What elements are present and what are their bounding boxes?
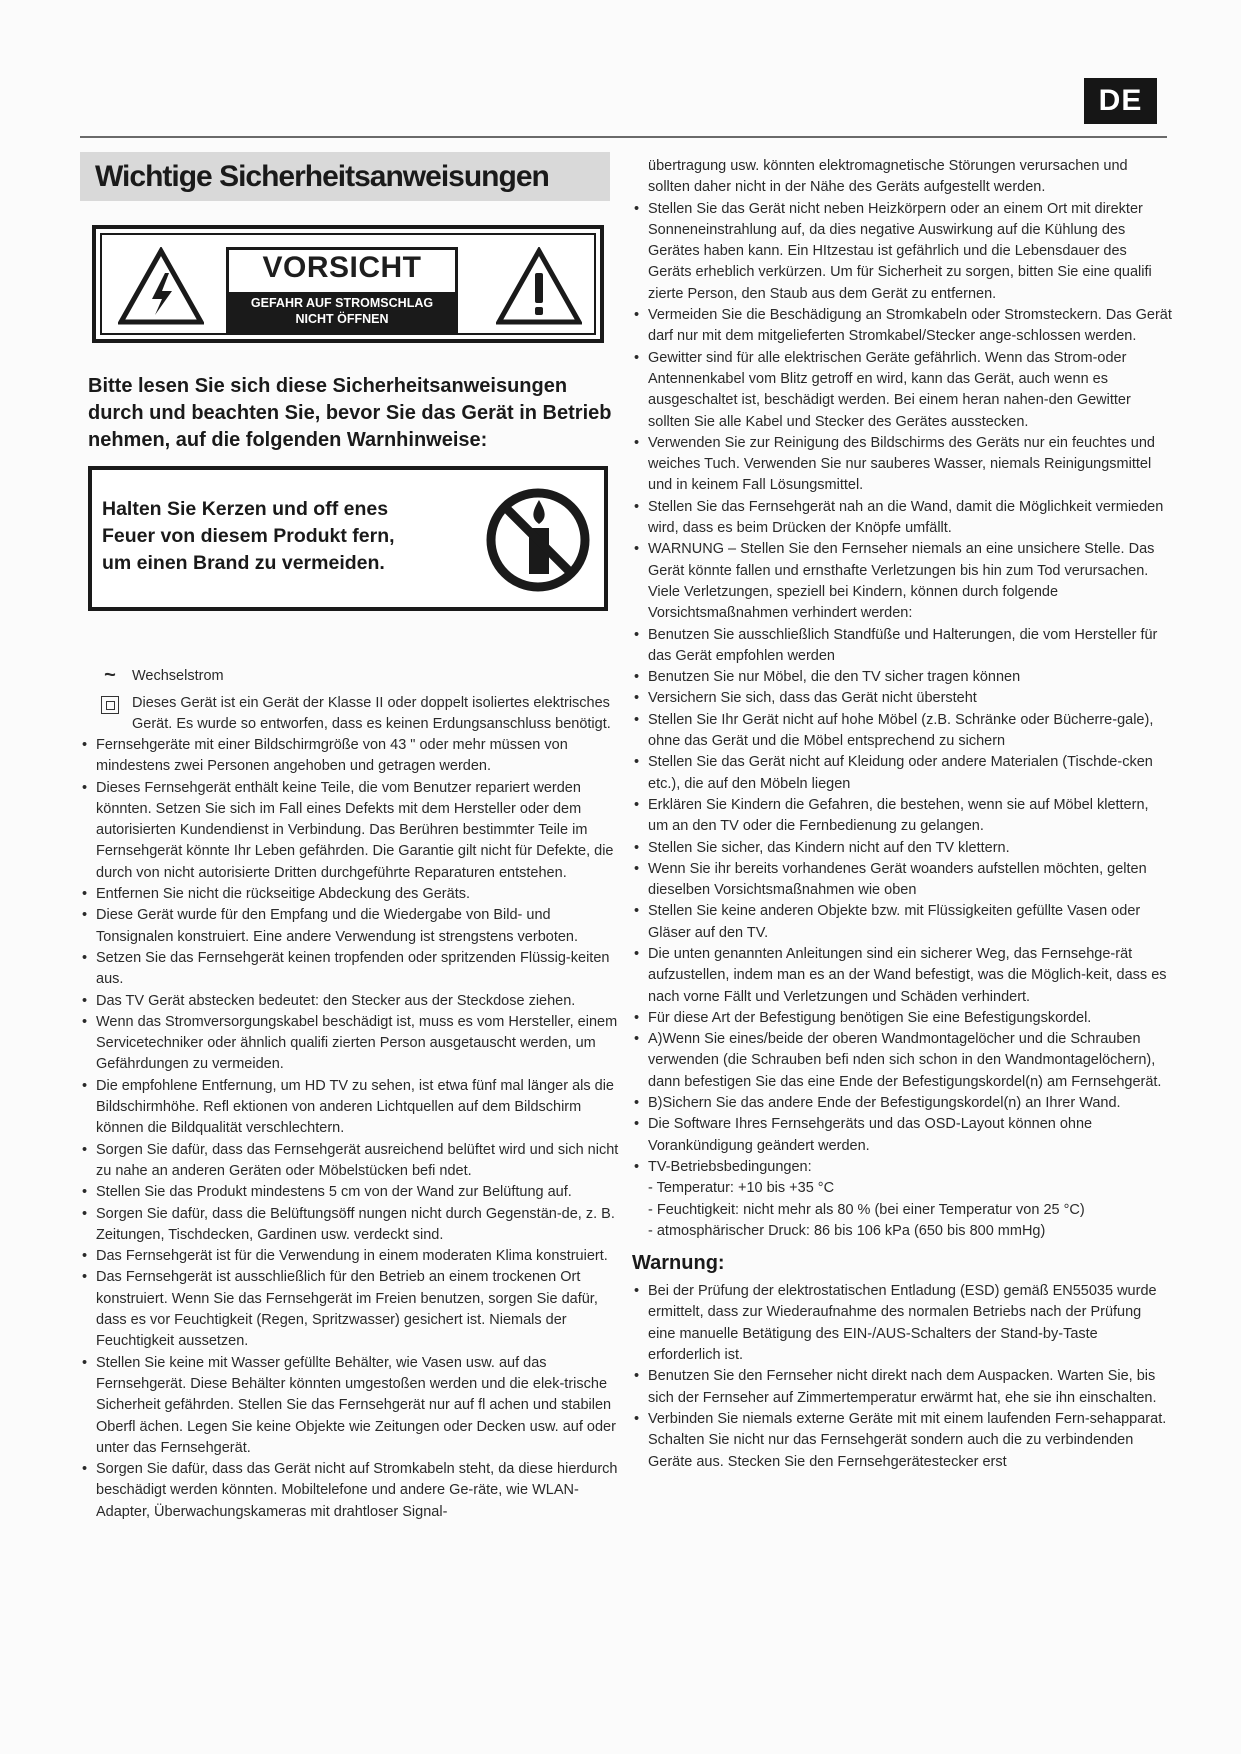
- list-item: • Setzen Sie das Fernsehgerät keinen tropfenden oder spritzenden Flüssig-keiten aus.: [80, 948, 621, 991]
- exclamation-warning-icon: [496, 247, 582, 325]
- condition-pressure: - atmosphärischer Druck: 86 bis 106 kPa (650 bis 800 mmHg): [648, 1222, 1046, 1239]
- caution-label: [92, 225, 604, 343]
- caution-panel: [226, 247, 458, 333]
- candle-warning-line-3: um einen Brand zu vermeiden.: [102, 552, 385, 574]
- list-item: • Sorgen Sie dafür, dass die Belüftungsöff nungen nicht durch Gegenstän-de, z. B. Zeitungen, Tischdecken, Gardinen usw. verdeckt sind.: [80, 1204, 621, 1247]
- list-item: • Vermeiden Sie die Beschädigung an Stromkabeln oder Stromsteckern. Das Gerät darf nur mit dem mitgelieferten Stromkabel/Stecker ange-schlossen werden.: [632, 305, 1172, 348]
- list-item: • B)Sichern Sie das andere Ende der Befestigungskordel(n) an Ihrer Wand.: [632, 1093, 1172, 1114]
- list-item: • Benutzen Sie nur Möbel, die den TV sicher tragen können: [632, 667, 1172, 688]
- list-item: • Das Fernsehgerät ist für die Verwendung in einem moderaten Klima konstruiert.: [80, 1246, 621, 1267]
- list-item: • Die Software Ihres Fernsehgeräts und das OSD-Layout können ohne Vorankündigung geändert werden.: [632, 1114, 1172, 1157]
- condition-humidity: - Feuchtigkeit: nicht mehr als 80 % (bei einer Temperatur von 25 °C): [648, 1201, 1085, 1218]
- list-item: • WARNUNG – Stellen Sie den Fernseher niemals an eine unsichere Stelle. Das Gerät könnte fallen und ernsthafte Verletzungen bis hin zum Tod verursachen. Viele Verletzungen, speziell bei Kindern, können durch folgende Vorsichtsmaßnahmen verhindert werden:: [632, 539, 1172, 624]
- list-item: • A)Wenn Sie eines/beide der oberen Wandmontagelöcher und die Schrauben verwenden (die Schrauben befi nden sich schon in den Wandmontagelöchern), dann befestigen Sie das eine Ende der Befestigungskordel(n) am Fernsehgerät.: [632, 1029, 1172, 1093]
- list-item: • Stellen Sie das Gerät nicht auf Kleidung oder andere Materialen (Tischde-cken etc.), die auf den Möbeln liegen: [632, 752, 1172, 795]
- warning-list: [632, 1281, 1172, 1473]
- list-item: • Stellen Sie das Fernsehgerät nah an die Wand, damit die Möglichkeit vermieden wird, dass es beim Drücken der Knöpfe umfällt.: [632, 497, 1172, 540]
- list-item: • Für diese Art der Befestigung benötigen Sie eine Befestigungskordel.: [632, 1008, 1172, 1029]
- language-badge: DE: [1084, 78, 1157, 124]
- list-item: • Entfernen Sie nicht die rückseitige Abdeckung des Geräts.: [80, 884, 621, 905]
- list-item: • Wenn das Stromversorgungskabel beschädigt ist, muss es vom Hersteller, einem Servicetechniker oder ähnlich qualifi zierten Person ausgetauscht werden, um Gefährdungen zu vermeiden.: [80, 1012, 621, 1076]
- list-item: • Stellen Sie das Gerät nicht neben Heizkörpern oder an einem Ort mit direkter Sonneneinstrahlung auf, da dies negative Auswirkung auf die Kühlung des Gerätes haben kann. Ein HItzestau ist gefährlich und die Lebensdauer des Geräts erheblich verkürzen. Um für Sicherheit zu sorgen, bitten Sie eine qualifi zierte Person, den Staub aus dem Gerät zu entfernen.: [632, 199, 1172, 305]
- page-title: Wichtige Sicherheitsanweisungen: [95, 159, 549, 193]
- list-item: • Diese Gerät wurde für den Empfang und die Wiedergabe von Bild- und Tonsignalen konstruiert. Eine andere Verwendung ist strengstens verboten.: [80, 905, 621, 948]
- header-rule: [80, 136, 1167, 138]
- list-item: • Die empfohlene Entfernung, um HD TV zu sehen, ist etwa fünf mal länger als die Bildschirmhöhe. Refl ektionen von anderen Lichtquellen auf dem Bildschirm können die Bildqualität verschlechtern.: [80, 1076, 621, 1140]
- lead-paragraph: Bitte lesen Sie sich diese Sicherheitsanweisungen durch und beachten Sie, bevor Sie das Gerät in Betrieb nehmen, auf die folgenden Warnhinweise:: [88, 375, 612, 451]
- class2-symbol-text: Dieses Gerät ist ein Gerät der Klasse II oder doppelt isoliertes elektrisches Gerät. Es wurde so entworfen, dass es keinen Erdungsanschluss benötigt.: [132, 695, 611, 732]
- ac-symbol-row: [88, 666, 621, 687]
- candle-warning-text: [102, 496, 395, 577]
- list-item: • Versichern Sie sich, dass das Gerät nicht übersteht: [632, 688, 1172, 709]
- list-item: • Das TV Gerät abstecken bedeutet: den Stecker aus der Steckdose ziehen.: [80, 991, 621, 1012]
- caution-line-1: GEFAHR AUF STROMSCHLAG: [250, 296, 434, 310]
- list-item: • Das Fernsehgerät ist ausschließlich für den Betrieb an einem trockenen Ort konstruiert. Wenn Sie das Fernsehgerät im Freien benutzen, sorgen Sie dafür, dass es vor Feuchtigkeit (Regen, Spritzwasser) gesichert ist. Niemals der Feuchtigkeit aussetzen.: [80, 1267, 621, 1352]
- candle-warning-line-1: Halten Sie Kerzen und off enes: [102, 498, 389, 520]
- continued-paragraph: übertragung usw. könnten elektromagnetische Störungen verursachen und sollten daher nicht in der Nähe des Geräts aufgestellt werden.: [648, 158, 1128, 196]
- electric-shock-warning-icon: [118, 247, 204, 325]
- no-open-flame-icon: [484, 486, 592, 594]
- candle-warning-line-2: Feuer von diesem Produkt fern,: [102, 525, 395, 547]
- list-item: • Benutzen Sie den Fernseher nicht direkt nach dem Auspacken. Warten Sie, bis sich der Fernseher auf Zimmertemperatur erwärmt hat, ehe sie ihn einschalten.: [632, 1366, 1172, 1409]
- list-item: • Benutzen Sie ausschließlich Standfüße und Halterungen, die vom Hersteller für das Gerät empfohlen werden: [632, 625, 1172, 668]
- title-bar: [80, 152, 610, 201]
- left-safety-list: [80, 735, 621, 1523]
- list-item: • Verbinden Sie niemals externe Geräte mit mit einem laufenden Fern-sehapparat. Schalten Sie nicht nur das Fernsehgerät sondern auch die zu verbindenden Geräte aus. Stecken Sie den Fernsehgerätestecker erst: [632, 1409, 1172, 1473]
- caution-heading: VORSICHT: [262, 251, 422, 284]
- list-item: • Erklären Sie Kindern die Gefahren, die bestehen, wenn sie auf Möbel klettern, um an den TV oder die Fernbedienung zu gelangen.: [632, 795, 1172, 838]
- candle-warning-box: [88, 466, 608, 611]
- double-insulation-icon: [101, 696, 119, 714]
- list-item: • Wenn Sie ihr bereits vorhandenes Gerät woanders aufstellen möchten, gelten dieselben Vorsichtsmaßnahmen wie oben: [632, 859, 1172, 902]
- list-item: • Stellen Sie keine anderen Objekte bzw. mit Flüssigkeiten gefüllte Vasen oder Gläser auf den TV.: [632, 901, 1172, 944]
- left-column: [80, 152, 621, 1523]
- right-column: [632, 156, 1172, 1473]
- caution-line-2: NICHT ÖFFNEN: [295, 312, 389, 326]
- alternating-current-icon: ~: [104, 664, 116, 686]
- list-item: • Bei der Prüfung der elektrostatischen Entladung (ESD) gemäß EN55035 wurde ermittelt, dass zur Wiederaufnahme des normalen Betriebs nach der Prüfung eine manuelle Betätigung des EIN-/AUS-Schalters der Stand-by-Taste erforderlich ist.: [632, 1281, 1172, 1366]
- list-item: • Die unten genannten Anleitungen sind ein sicherer Weg, das Fernsehge-rät aufzustellen, indem man es an der Wand befestigt, was die Möglich-keit, dass es nach vorne Fällt und Verletzungen und Schäden verhindert.: [632, 944, 1172, 1008]
- list-item: • Dieses Fernsehgerät enthält keine Teile, die vom Benutzer repariert werden könnten. Setzen Sie sich im Fall eines Defekts mit dem Hersteller oder dem autorisierten Kundendienst in Verbindung. Das Berühren bestimmter Teile im Fernsehgerät könnte Ihr Leben gefährden. Die Garantie gilt nicht für Defekte, die durch von nicht autorisierte Dritten durchgeführte Reparaturen entstehen.: [80, 778, 621, 884]
- list-item: • Stellen Sie sicher, das Kindern nicht auf den TV klettern.: [632, 838, 1172, 859]
- right-safety-list: [632, 199, 1172, 1179]
- list-item: • Stellen Sie Ihr Gerät nicht auf hohe Möbel (z.B. Schränke oder Bücherre-gale), ohne das Gerät und die Möbel entsprechend zu sichern: [632, 710, 1172, 753]
- list-item: • Sorgen Sie dafür, dass das Fernsehgerät ausreichend belüftet wird und sich nicht zu nahe an anderen Geräten oder Möbelstücken befi ndet.: [80, 1140, 621, 1183]
- list-item: • Stellen Sie keine mit Wasser gefüllte Behälter, wie Vasen usw. auf das Fernsehgerät. Diese Behälter könnten umgestoßen werden und die elek-trische Sicherheit gefährden. Stellen Sie das Fernsehgerät nur auf fl achen und stabilen Oberfl ächen. Legen Sie keine Objekte wie Zeitungen oder Decken usw. auf oder unter das Fernsehgerät.: [80, 1353, 621, 1459]
- warning-heading: Warnung:: [632, 1252, 725, 1275]
- list-item: • TV-Betriebsbedingungen:: [632, 1157, 1172, 1178]
- list-item: • Fernsehgeräte mit einer Bildschirmgröße von 43 " oder mehr müssen von mindestens zwei Personen angehoben und getragen werden.: [80, 735, 621, 778]
- ac-symbol-text: Wechselstrom: [132, 668, 224, 684]
- list-item: • Verwenden Sie zur Reinigung des Bildschirms des Geräts nur ein feuchtes und weiches Tuch. Verwenden Sie nur sauberes Wasser, niemals Reinigungsmittel und in keinem Fall Lösungsmittel.: [632, 433, 1172, 497]
- condition-temperature: - Temperatur: +10 bis +35 °C: [648, 1180, 835, 1197]
- caution-subtext: [229, 292, 455, 330]
- list-item: • Gewitter sind für alle elektrischen Geräte gefährlich. Wenn das Strom-oder Antennenkabel vom Blitz getroff en wird, kann das Gerät, auch wenn es ausgeschaltet ist, beschädigt werden. Bei einem heran nahen-den Gewitter sollten Sie alle Kabel und Stecker des Gerätes ausstecken.: [632, 348, 1172, 433]
- list-item: • Stellen Sie das Produkt mindestens 5 cm von der Wand zur Belüftung auf.: [80, 1182, 621, 1203]
- list-item: • Sorgen Sie dafür, dass das Gerät nicht auf Stromkabeln steht, da diese hierdurch beschädigt werden könnten. Mobiltelefone und andere Ge-räte, wie WLAN-Adapter, Überwachungskameras mit drahtloser Signal-: [80, 1459, 621, 1523]
- class2-symbol-row: [88, 693, 621, 735]
